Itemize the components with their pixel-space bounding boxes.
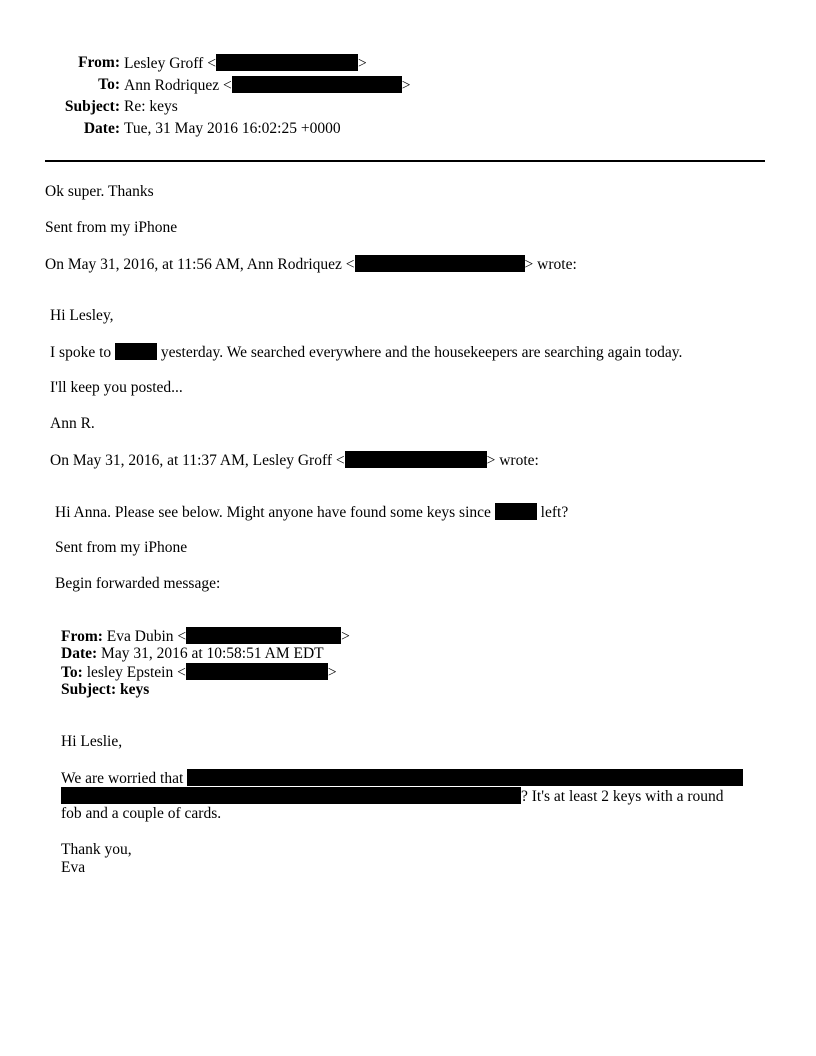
fwd-sign: Eva bbox=[61, 859, 86, 876]
redaction-box bbox=[232, 76, 402, 93]
reply2-spoke-line bbox=[50, 343, 682, 362]
header-date-label: Date: bbox=[83, 120, 120, 137]
fwd-date-row bbox=[61, 645, 324, 663]
reply1-quote-line bbox=[45, 255, 577, 274]
redaction-box bbox=[216, 54, 358, 71]
reply3-line1 bbox=[55, 503, 568, 522]
fwd-to-close: > bbox=[327, 664, 337, 681]
header-from-label: From: bbox=[78, 54, 120, 71]
fwd-date-label: Date: bbox=[61, 645, 98, 662]
fwd-subject-value: keys bbox=[119, 681, 150, 698]
keys-text: ? It's at least 2 keys with a round bbox=[521, 788, 724, 805]
redaction-box bbox=[115, 343, 157, 360]
worried-pre: We are worried that bbox=[61, 770, 184, 787]
header-from-close: > bbox=[357, 55, 367, 72]
redaction-box bbox=[186, 627, 341, 644]
fwd-date-value: May 31, 2016 at 10:58:51 AM EDT bbox=[101, 645, 324, 662]
header-from-value: Lesley Groff < bbox=[124, 55, 216, 72]
header-subject-label: Subject: bbox=[64, 98, 120, 115]
header-to-close: > bbox=[401, 77, 411, 94]
redaction-box bbox=[186, 663, 328, 680]
reply2-quote-line bbox=[50, 451, 539, 470]
fwd-fob-line: fob and a couple of cards. bbox=[61, 805, 222, 822]
quote-prefix: On May 31, 2016, at 11:56 AM, Ann Rodriquez < bbox=[45, 256, 355, 273]
spoke-pre: I spoke to bbox=[50, 344, 112, 361]
fwd-keys-line bbox=[61, 787, 724, 806]
reply2-greeting: Hi Lesley, bbox=[50, 307, 114, 324]
fwd-to-value: lesley Epstein < bbox=[86, 664, 186, 681]
reply3-forwarded-intro: Begin forwarded message: bbox=[55, 575, 221, 592]
redaction-box bbox=[495, 503, 537, 520]
fwd-greeting: Hi Leslie, bbox=[61, 733, 123, 750]
redaction-box bbox=[345, 451, 487, 468]
quote-prefix: On May 31, 2016, at 11:37 AM, Lesley Groff < bbox=[50, 452, 345, 469]
fwd-from-value: Eva Dubin < bbox=[106, 628, 187, 645]
fwd-subject-row bbox=[61, 681, 149, 699]
redaction-box bbox=[61, 787, 521, 804]
quote-suffix: > wrote: bbox=[524, 256, 577, 273]
reply3-line1-pre: Hi Anna. Please see below. Might anyone have found some keys since bbox=[55, 504, 491, 521]
quote-suffix: > wrote: bbox=[486, 452, 539, 469]
spoke-post: yesterday. We searched everywhere and the housekeepers are searching again today. bbox=[160, 344, 683, 361]
redaction-box bbox=[187, 769, 743, 786]
fwd-thanks: Thank you, bbox=[61, 841, 132, 858]
header-divider bbox=[45, 160, 765, 162]
fwd-from-close: > bbox=[341, 628, 350, 645]
fwd-subject-label: Subject: bbox=[61, 681, 117, 698]
reply2-posted: I'll keep you posted... bbox=[50, 379, 183, 396]
fwd-from-label: From: bbox=[61, 628, 103, 645]
redaction-box bbox=[355, 255, 525, 272]
header-to-label: To: bbox=[98, 76, 120, 93]
reply3-line1-post: left? bbox=[540, 504, 569, 521]
fwd-from-row bbox=[61, 627, 350, 646]
fwd-to-row bbox=[61, 663, 337, 682]
header-date-value: Tue, 31 May 2016 16:02:25 +0000 bbox=[124, 120, 341, 137]
reply1-signature: Sent from my iPhone bbox=[45, 219, 178, 236]
reply1-line1: Ok super. Thanks bbox=[45, 183, 154, 200]
reply2-sign: Ann R. bbox=[50, 415, 95, 432]
reply3-signature: Sent from my iPhone bbox=[55, 539, 188, 556]
fwd-worried-line bbox=[61, 769, 743, 788]
header-to-value: Ann Rodriquez < bbox=[124, 77, 232, 94]
fwd-to-label: To: bbox=[61, 664, 83, 681]
header-subject-value: Re: keys bbox=[124, 98, 178, 115]
